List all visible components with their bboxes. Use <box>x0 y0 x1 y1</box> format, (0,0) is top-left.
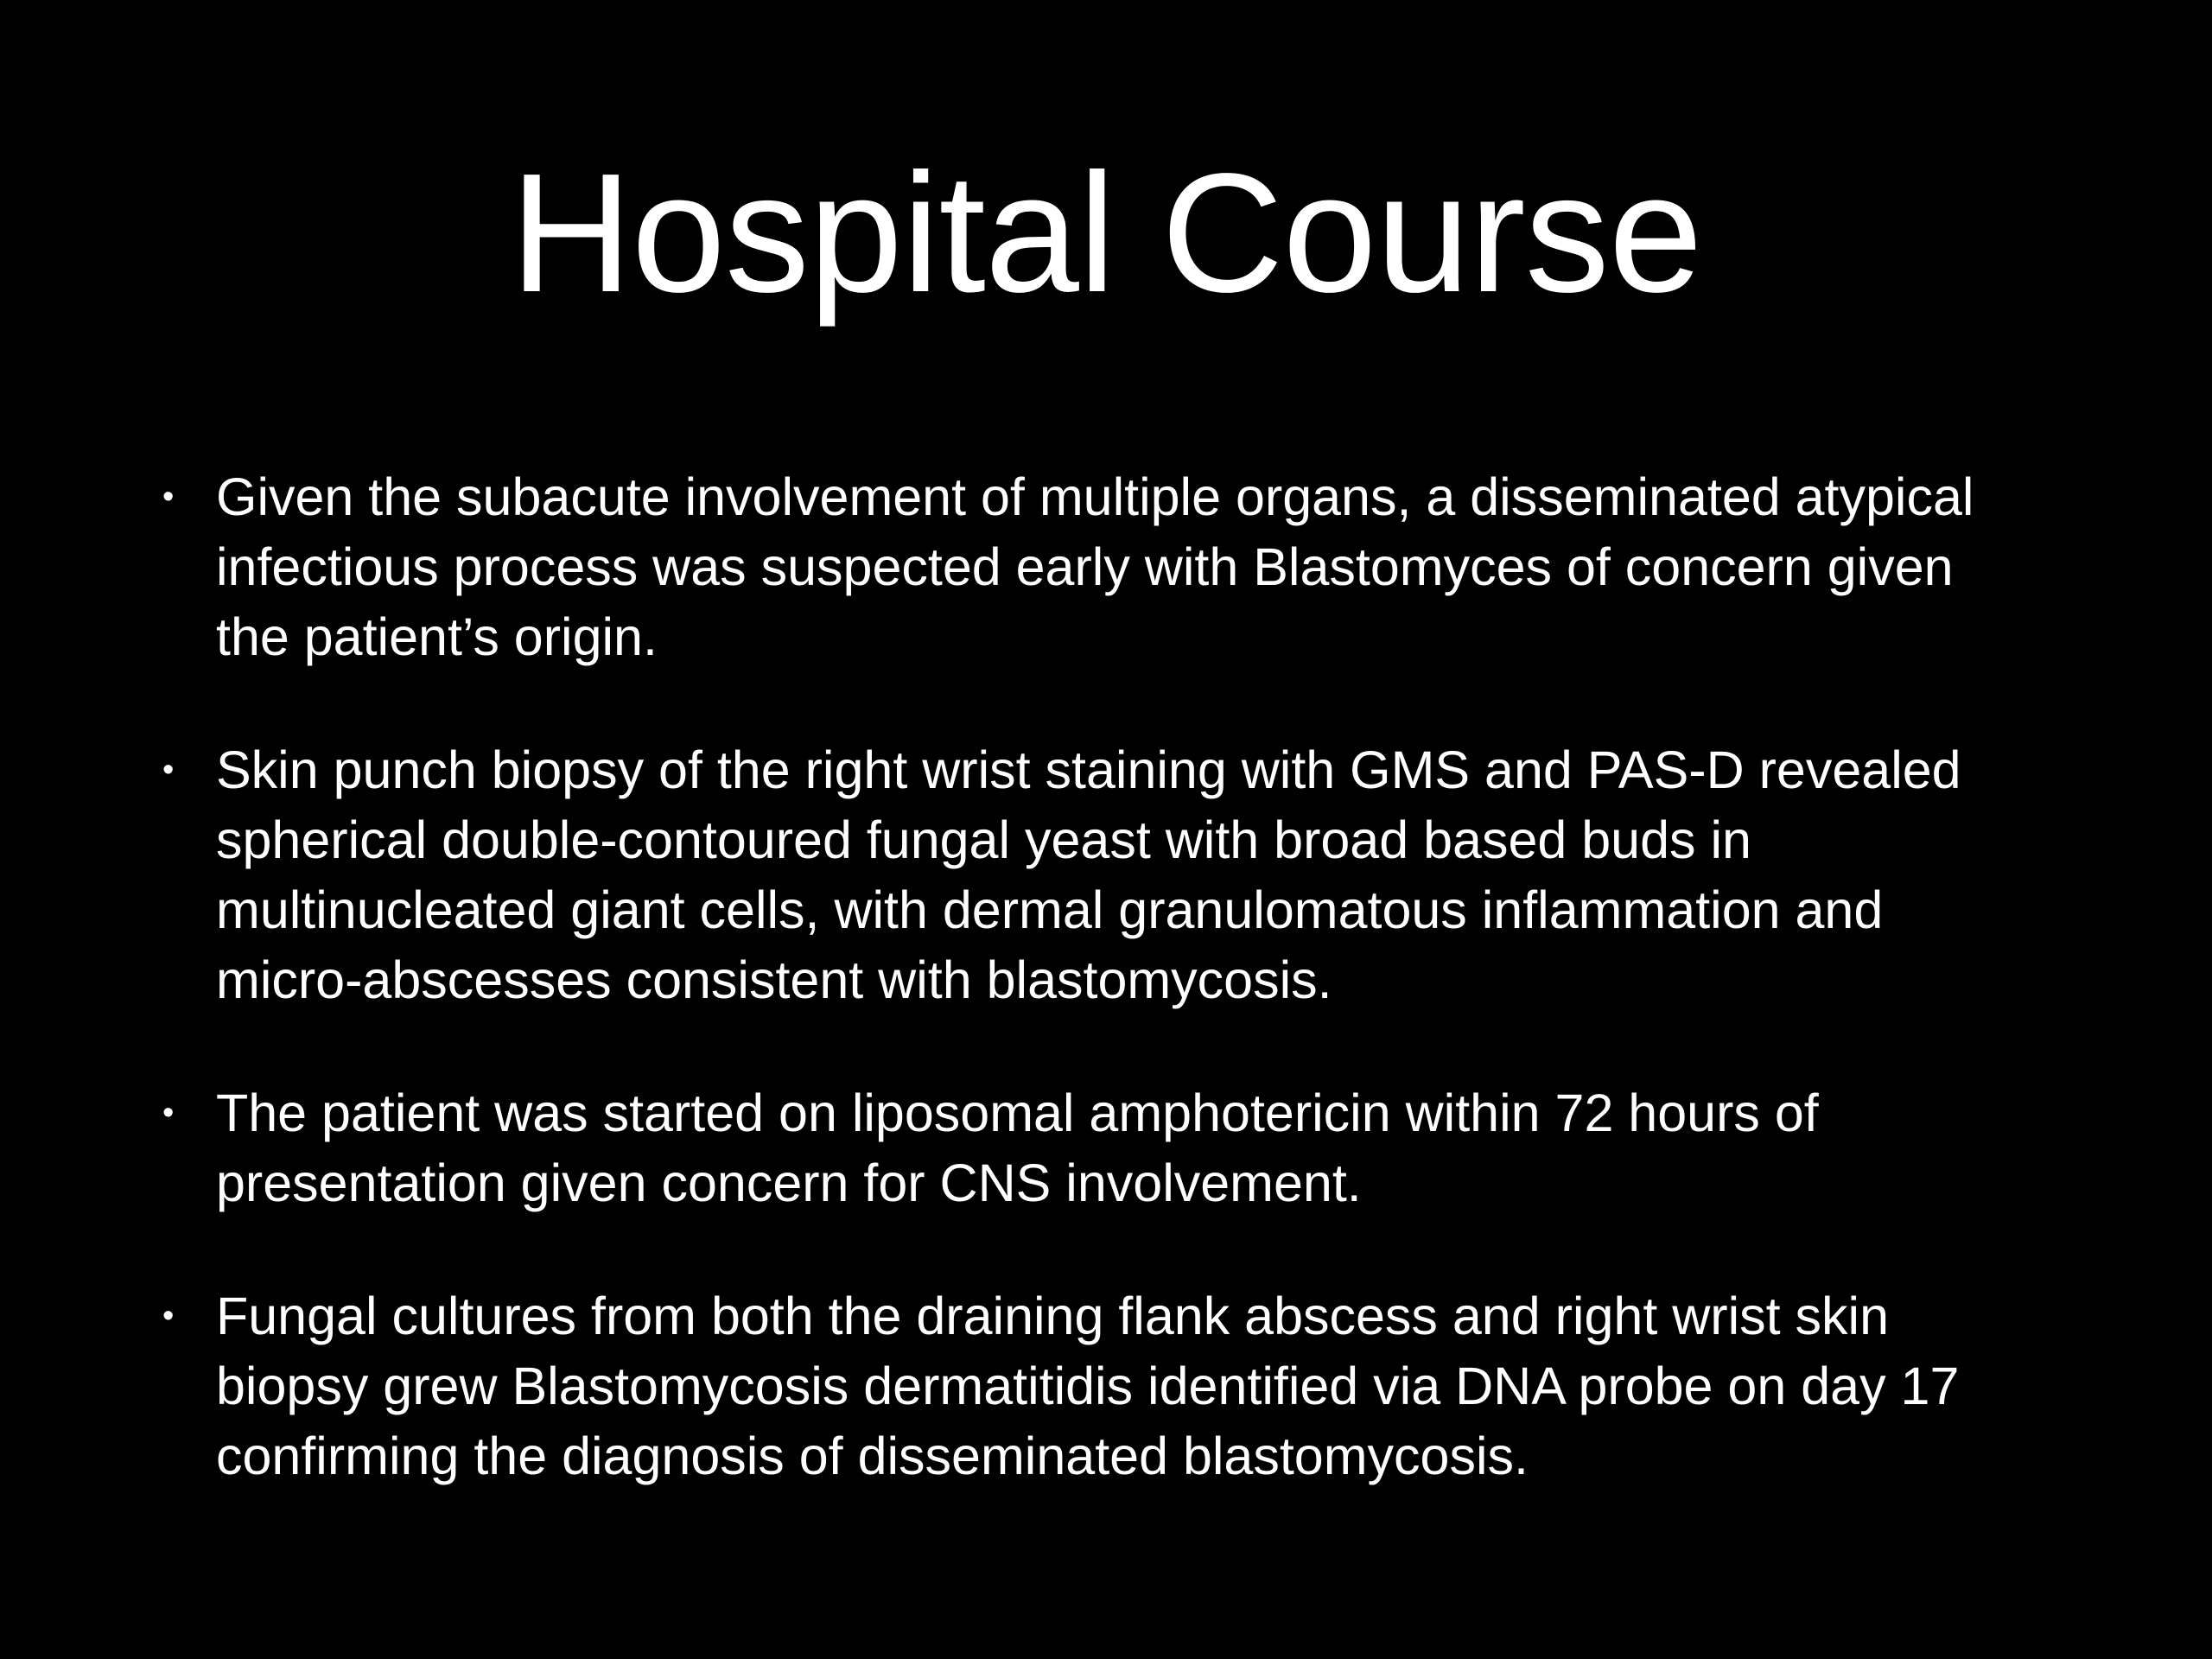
bullet-text: Fungal cultures from both the draining flank abscess and right wrist skin biopsy grew Blastomycosis dermatitidis identified via DNA probe on day 17 confirming the diagnosis of disseminated blastomycosis. <box>216 1287 1960 1485</box>
bullet-text: Skin punch biopsy of the right wrist staining with GMS and PAS-D revealed spherical double-contoured fungal yeast with broad based buds in multinucleated giant cells, with dermal granulomatous inflammation and micro-abscesses consistent with blastomycosis. <box>216 741 1961 1009</box>
bullet-text: Given the subacute involvement of multiple organs, a disseminated atypical infectious process was suspected early with Blastomyces of concern given the patient’s origin. <box>216 467 1974 666</box>
bullet-item <box>160 462 2026 672</box>
bullet-list <box>160 462 2026 1491</box>
slide-title: Hospital Course <box>510 138 1702 327</box>
bullet-text: The patient was started on liposomal amphotericin within 72 hours of presentation given concern for CNS involvement. <box>216 1084 1819 1212</box>
bullet-marker: • <box>162 752 175 788</box>
bullet-marker: • <box>162 479 175 515</box>
bullet-item <box>160 1078 2026 1218</box>
bullet-item <box>160 735 2026 1015</box>
bullet-item <box>160 1281 2026 1491</box>
bullet-marker: • <box>162 1095 175 1131</box>
bullet-marker: • <box>162 1298 175 1334</box>
